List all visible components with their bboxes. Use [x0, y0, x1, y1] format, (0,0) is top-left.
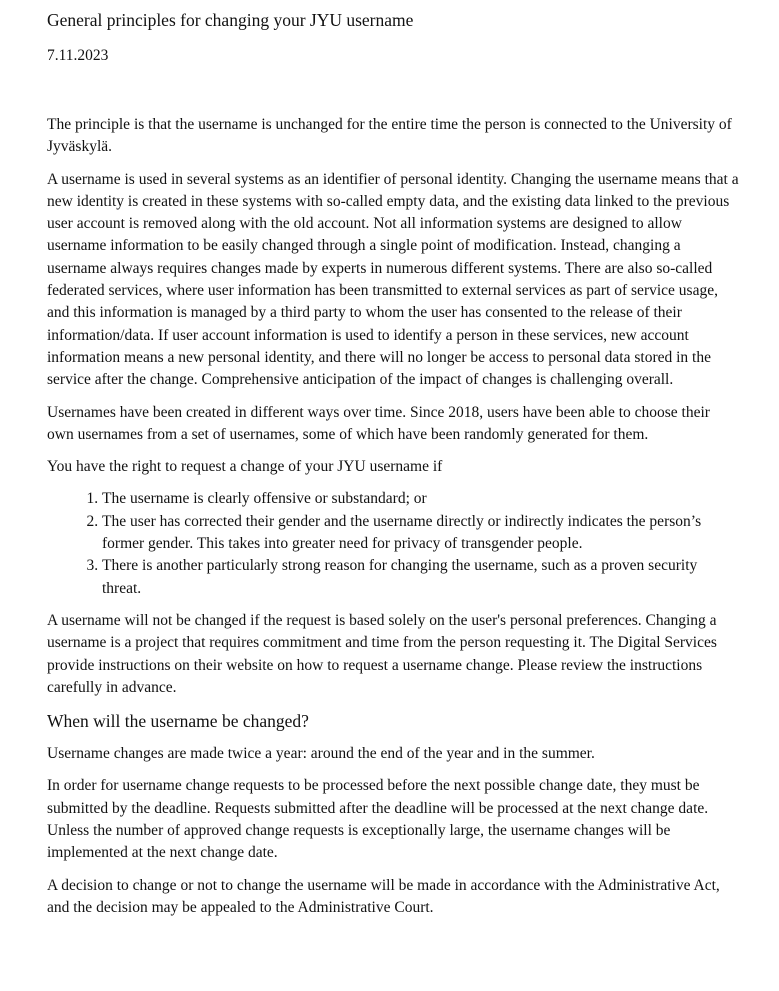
document-title: General principles for changing your JYU username [47, 10, 414, 30]
rights-list-item: 1. The username is clearly offensive or substandard; or [102, 488, 739, 510]
document-body [47, 114, 739, 929]
history-paragraph: Usernames have been created in different ways over time. Since 2018, users have been able to choose their own usernames from a set of usernames, some of which have been randomly generated for them. [47, 403, 710, 443]
decision-paragraph: A decision to change or not to change the username will be made in accordance with the Administrative Act, and the decision may be appealed to the Administrative Court. [47, 876, 720, 916]
deadline-paragraph: In order for username change requests to be processed before the next possible change date, they must be submitted by the deadline. Requests submitted after the deadline will be processed at the next change date. Unless the number of approved change requests is exceptionally large, the username changes will be implemented at the next change date. [47, 777, 709, 862]
rights-intro-paragraph: You have the right to request a change of your JYU username if [47, 458, 443, 476]
rights-list-item: 3. There is another particularly strong reason for changing the username, such as a proven security threat. [102, 555, 739, 600]
document-date: 7.11.2023 [47, 47, 109, 64]
rights-list [47, 488, 739, 599]
identity-paragraph: A username is used in several systems as an identifier of personal identity. Changing the username means that a new identity is created in these systems with so-called empty data, and the existing data linked to the previous user account is removed along with the old account. Not all information systems are designed to allow username information to be easily changed through a single point of modification. Instead, changing a username always requires changes made by experts in numerous different systems. There are also so-called federated services, where user information has been transmitted to external services as part of service usage, and this information is managed by a third party to whom the user has consented to the release of their information/data. If user account information is used to identify a person in these services, new account information means a new personal identity, and there will no longer be access to personal data stored in the service after the change. Comprehensive anticipation of the impact of changes is challenging overall. [47, 170, 739, 389]
when-heading: When will the username be changed? [47, 711, 309, 732]
schedule-paragraph: Username changes are made twice a year: around the end of the year and in the summer. [47, 745, 595, 763]
rights-list-item: 2. The user has corrected their gender and the username directly or indirectly indicates the person’s former gender. This takes into greater need for privacy of transgender people. [102, 511, 739, 556]
preferences-paragraph: A username will not be changed if the request is based solely on the user's personal preferences. Changing a username is a project that requires commitment and time from the person requesting it. The Digital Services provide instructions on their website on how to request a username change. Please review the instructions carefully in advance. [47, 611, 717, 696]
intro-paragraph: The principle is that the username is unchanged for the entire time the person is connected to the University of Jyväskylä. [47, 116, 732, 156]
